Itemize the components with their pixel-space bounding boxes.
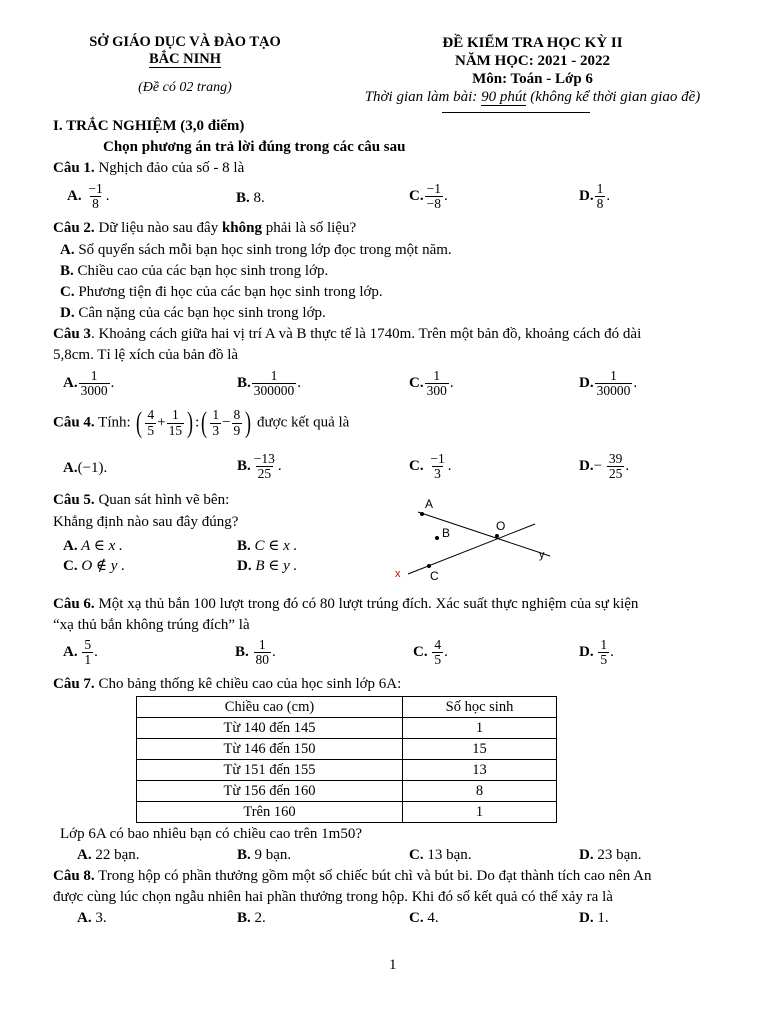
page-number: 1 <box>389 957 397 973</box>
q1-c-fraction <box>425 182 443 211</box>
q4-d-den: 25 <box>608 466 623 482</box>
q3-a-fraction <box>79 369 110 398</box>
q4-d-letter: D. <box>579 458 594 475</box>
q1-a-letter: A. <box>67 188 82 205</box>
q8-d-letter: D. <box>579 910 594 926</box>
q7-a-text: 22 bạn. <box>91 847 140 863</box>
q8-d-text: 1. <box>593 910 609 926</box>
q4-f4-num: 8 <box>233 407 241 423</box>
q7-option-a[interactable] <box>77 847 140 864</box>
time-suffix: (không kể thời gian giao đề) <box>526 89 701 105</box>
q7-label: Câu 7. <box>53 676 95 692</box>
q7-d-text: 23 bạn. <box>593 847 642 863</box>
q1-d-fraction <box>595 182 606 211</box>
table-cell: Từ 140 đến 145 <box>137 718 403 739</box>
q5-geometry-figure <box>390 492 560 587</box>
q3-a-num: 1 <box>90 368 98 383</box>
table-cell: 8 <box>403 781 557 802</box>
q2-option-b[interactable] <box>60 263 328 280</box>
q7-option-b[interactable] <box>237 847 291 864</box>
time-line <box>335 88 730 107</box>
table-header-row <box>137 697 557 718</box>
q4-option-d[interactable]: D.− $\frac{39}{25}$ . <box>579 451 630 482</box>
header-right <box>335 34 730 107</box>
department-name: SỞ GIÁO DỤC VÀ ĐÀO TẠO <box>89 34 281 50</box>
q6-d-fraction <box>598 638 609 667</box>
table-header-cell: Số học sinh <box>403 697 557 718</box>
q4-option-a[interactable] <box>63 460 107 477</box>
q3-d-num: 1 <box>610 368 617 383</box>
q3-option-d[interactable]: D. $\frac{1}{30000}$ . <box>579 368 638 399</box>
q3-b-num: 1 <box>270 368 278 383</box>
q8-option-a[interactable] <box>77 910 107 927</box>
q6-c-num: 4 <box>434 637 442 652</box>
q1-a-den: 8 <box>92 196 99 212</box>
q6-option-d[interactable]: D. $\frac{1}{5}$ . <box>579 637 614 668</box>
q8-b-text: 2. <box>250 910 266 926</box>
q8-a-letter: A. <box>77 910 92 926</box>
header-left <box>60 34 310 96</box>
q7-c-text: 13 bạn. <box>423 847 472 863</box>
q7-option-d[interactable] <box>579 847 642 864</box>
q6-option-a[interactable]: A. $\frac{5}{1}$ . <box>63 637 98 668</box>
q4-b-num: −13 <box>253 451 275 466</box>
q4-f3-den: 3 <box>212 422 220 438</box>
label-a: A <box>425 497 434 511</box>
q4-a-letter: A. <box>63 460 78 476</box>
height-statistics-table <box>136 696 557 823</box>
q5-option-a[interactable] <box>63 536 123 555</box>
province-name: BẮC NINH <box>148 51 222 67</box>
section-title: I. TRẮC NGHIỆM (3,0 điểm) <box>53 118 245 134</box>
close-paren-icon: ) <box>245 406 252 439</box>
q3-option-a[interactable]: A. $\frac{1}{3000}$ . <box>63 368 115 399</box>
point-c <box>427 564 431 568</box>
q4-tinh: Tính: <box>94 414 131 431</box>
q5-a-text: A ∈ x . <box>77 538 123 554</box>
q6-c-letter: C. <box>413 644 428 661</box>
q6-a-letter: A. <box>63 644 78 661</box>
q4-option-b[interactable]: B. $\frac{-13}{25}$ . <box>237 451 282 482</box>
q6-c-fraction <box>432 638 443 667</box>
q2-b-letter: B. <box>60 263 74 279</box>
table-cell: 1 <box>403 802 557 823</box>
q2-text-bold: không <box>221 220 262 236</box>
subject: Môn: Toán - Lớp 6 <box>472 71 593 87</box>
q7-question: Lớp 6A có bao nhiêu bạn có chiều cao trên 1m50? <box>60 826 362 842</box>
point-a <box>420 512 424 516</box>
q3-stem-line1 <box>53 326 641 343</box>
label-y: y <box>539 549 545 561</box>
q4-option-c[interactable]: C. $\frac{-1}{3}$ . <box>409 451 452 482</box>
q4-a-text: (−1). <box>77 460 108 476</box>
q3-text1: . Khoảng cách giữa hai vị trí A và B thực tế là 1740m. Trên một bản đồ, khoảng cách đó dài <box>90 326 642 342</box>
point-b <box>435 536 439 540</box>
q1-option-c[interactable]: C. $\frac{-1}{-8}$ . <box>409 181 448 212</box>
q3-c-num: 1 <box>433 368 441 383</box>
q2-option-d[interactable] <box>60 305 326 322</box>
q8-c-letter: C. <box>409 910 424 926</box>
q1-d-letter: D. <box>579 188 594 205</box>
exam-title: ĐỀ KIỂM TRA HỌC KỲ II <box>442 35 623 51</box>
q1-a-fraction <box>86 182 104 211</box>
table-row <box>137 718 557 739</box>
q5-b-letter: B. <box>237 538 251 554</box>
q4-b-fraction <box>252 452 277 481</box>
label-x: x <box>395 568 401 580</box>
q3-c-fraction <box>425 369 449 398</box>
q7-b-letter: B. <box>237 847 251 863</box>
q1-b-letter: B. <box>236 190 250 206</box>
q3-b-fraction <box>252 369 297 398</box>
q1-a-num: −1 <box>88 181 103 196</box>
label-b: B <box>442 526 451 540</box>
q3-d-letter: D. <box>579 375 594 392</box>
q6-c-den: 5 <box>434 652 442 668</box>
q6-a-den: 1 <box>84 652 92 668</box>
q4-f3 <box>210 408 221 437</box>
time-prefix: Thời gian làm bài: <box>364 89 482 105</box>
q1-c-num: −1 <box>426 181 441 196</box>
q5-c-letter: C. <box>63 558 78 574</box>
q4-f2-num: 1 <box>172 407 179 423</box>
q2-label: Câu 2. <box>53 220 95 236</box>
q7-text: Cho bảng thống kê chiều cao của học sinh lớp 6A: <box>94 676 402 692</box>
q4-d-fraction <box>607 452 625 481</box>
q3-b-den: 300000 <box>253 383 295 399</box>
table-row <box>137 760 557 781</box>
q5-stem-line2: Khẳng định nào sau đây đúng? <box>53 514 239 530</box>
q1-label: Câu 1. <box>53 160 95 176</box>
q2-c-letter: C. <box>60 284 75 300</box>
q2-text-pre: Dữ liệu nào sau đây <box>94 220 222 236</box>
q1-stem <box>53 160 244 177</box>
open-paren-icon: ( <box>201 406 208 439</box>
table-cell: 13 <box>403 760 557 781</box>
q4-f2 <box>167 408 185 437</box>
q8-c-text: 4. <box>423 910 439 926</box>
q3-b-letter: B. <box>237 375 251 392</box>
q4-f1-den: 5 <box>147 422 155 438</box>
q4-d-sign: − <box>593 458 603 475</box>
q5-text1: Quan sát hình vẽ bên: <box>94 492 230 508</box>
q7-stem <box>53 676 401 693</box>
q7-d-letter: D. <box>579 847 594 863</box>
q1-b-text: 8. <box>249 190 265 206</box>
table-cell: Từ 151 đến 155 <box>137 760 403 781</box>
q2-option-c[interactable] <box>60 284 383 301</box>
table-row <box>137 739 557 760</box>
q4-stem: Câu 4. Tính: ( $\frac{4}{5}$ + $\frac{1}{15}$ ) :( $\frac{1}{3}$ − $\frac{8}{9}$ ) được kết quả là <box>53 406 350 439</box>
q6-stem-line1 <box>53 596 638 613</box>
point-o <box>495 534 499 538</box>
q2-c-text: Phương tiện đi học của các bạn học sinh trong lớp. <box>74 284 383 300</box>
q7-option-c[interactable] <box>409 847 472 864</box>
q4-c-fraction <box>428 452 446 481</box>
q2-option-a[interactable] <box>60 242 452 259</box>
q1-option-b[interactable] <box>236 190 265 207</box>
q5-b-text: C ∈ x . <box>250 538 298 554</box>
q3-c-letter: C. <box>409 375 424 392</box>
q4-f1-num: 4 <box>147 407 155 423</box>
table-cell: 1 <box>403 718 557 739</box>
pages-note: (Đề có 02 trang) <box>138 80 232 95</box>
q3-a-den: 3000 <box>80 383 108 399</box>
q5-option-d[interactable] <box>237 556 297 575</box>
table-cell: 15 <box>403 739 557 760</box>
q2-stem <box>53 220 356 237</box>
section-instruction: Chọn phương án trả lời đúng trong các câu sau <box>103 139 406 155</box>
q5-a-letter: A. <box>63 538 78 554</box>
q4-b-letter: B. <box>237 458 251 475</box>
table-cell: Từ 146 đến 150 <box>137 739 403 760</box>
q6-option-c[interactable]: C. $\frac{4}{5}$ . <box>413 637 448 668</box>
q5-c-text: O ∉ y . <box>77 558 125 574</box>
q1-option-d[interactable]: D. $\frac{1}{8}$ . <box>579 181 611 212</box>
q2-a-text: Số quyển sách mỗi bạn học sinh trong lớp đọc trong một năm. <box>74 242 452 258</box>
q5-label: Câu 5. <box>53 492 95 508</box>
q5-d-text: B ∈ y . <box>251 558 298 574</box>
school-year: NĂM HỌC: 2021 - 2022 <box>455 53 610 69</box>
q3-label: Câu 3 <box>53 326 91 342</box>
q6-stem-line2: “xạ thủ bắn không trúng đích” là <box>53 617 250 633</box>
q1-d-num: 1 <box>596 181 604 196</box>
header-rule <box>442 112 590 113</box>
q3-d-den: 30000 <box>596 383 631 399</box>
table-cell: Từ 156 đến 160 <box>137 781 403 802</box>
q2-d-letter: D. <box>60 305 75 321</box>
q8-stem-line1 <box>53 868 652 885</box>
q1-c-letter: C. <box>409 188 424 205</box>
q6-b-fraction <box>254 638 272 667</box>
q2-b-text: Chiều cao của các bạn học sinh trong lớp. <box>73 263 329 279</box>
q5-option-c[interactable] <box>63 556 125 575</box>
q4-b-den: 25 <box>257 466 272 482</box>
q4-label: Câu 4. <box>53 414 95 431</box>
close-paren-icon: ) <box>187 406 194 439</box>
q8-option-c[interactable] <box>409 910 439 927</box>
q6-d-den: 5 <box>600 652 608 668</box>
label-c: C <box>430 569 439 583</box>
time-value: 90 phút <box>481 89 527 105</box>
q4-f4 <box>232 408 243 437</box>
q6-a-fraction <box>82 638 93 667</box>
q7-c-letter: C. <box>409 847 424 863</box>
q6-option-b[interactable]: B. $\frac{1}{80}$ . <box>235 637 276 668</box>
q2-text-post: phải là số liệu? <box>261 220 357 236</box>
q3-c-den: 300 <box>426 383 447 399</box>
line-x-y <box>408 524 535 574</box>
q4-f4-den: 9 <box>233 422 241 438</box>
q8-stem-line2: được cùng lúc chọn ngẫu nhiên hai phần thưởng trong hộp. Khi đó số kết quả có thể xảy ra là <box>53 889 613 905</box>
q4-c-letter: C. <box>409 458 424 475</box>
q2-a-letter: A. <box>60 242 75 258</box>
q6-b-den: 80 <box>255 652 270 668</box>
q6-d-letter: D. <box>579 644 594 661</box>
q2-d-text: Cân nặng của các bạn học sinh trong lớp. <box>74 305 326 321</box>
table-row <box>137 802 557 823</box>
q3-a-letter: A. <box>63 375 78 392</box>
q6-label: Câu 6. <box>53 596 95 612</box>
q3-option-b[interactable]: B. $\frac{1}{300000}$ . <box>237 368 302 399</box>
q8-text1: Trong hộp có phần thưởng gồm một số chiếc bút chì và bút bi. Do đạt thành tích cao nên An <box>94 868 652 884</box>
q5-stem-line1 <box>53 492 229 509</box>
q6-text1: Một xạ thủ bắn 100 lượt trong đó có 80 lượt trúng đích. Xác suất thực nghiệm của sự kiện <box>94 596 639 612</box>
q4-f3-num: 1 <box>212 407 220 423</box>
q6-d-num: 1 <box>600 637 608 652</box>
table-header-cell: Chiều cao (cm) <box>137 697 403 718</box>
q8-option-b[interactable] <box>237 910 266 927</box>
q5-d-letter: D. <box>237 558 252 574</box>
q5-option-b[interactable] <box>237 536 297 555</box>
label-o: O <box>496 519 506 533</box>
table-cell: Trên 160 <box>137 802 403 823</box>
q8-label: Câu 8. <box>53 868 95 884</box>
open-paren-icon: ( <box>136 406 143 439</box>
line-through-a-o <box>418 512 550 556</box>
q1-c-den: −8 <box>426 196 441 212</box>
table-row <box>137 781 557 802</box>
q1-text: Nghịch đảo của số - 8 là <box>94 160 245 176</box>
q8-a-text: 3. <box>91 910 107 926</box>
q4-f1 <box>145 408 156 437</box>
q3-d-fraction <box>595 369 633 398</box>
q3-option-c[interactable]: C. $\frac{1}{300}$ . <box>409 368 454 399</box>
q4-d-num: 39 <box>608 451 623 466</box>
q7-a-letter: A. <box>77 847 92 863</box>
q6-b-letter: B. <box>235 644 249 661</box>
q1-d-den: 8 <box>596 196 604 212</box>
q8-option-d[interactable] <box>579 910 609 927</box>
q6-a-num: 5 <box>84 637 92 652</box>
q4-f2-den: 15 <box>168 422 183 438</box>
q4-c-den: 3 <box>434 466 441 482</box>
q7-b-text: 9 bạn. <box>250 847 292 863</box>
q8-b-letter: B. <box>237 910 251 926</box>
q3-stem-line2: 5,8cm. Tỉ lệ xích của bản đồ là <box>53 347 239 363</box>
q6-b-num: 1 <box>258 637 266 652</box>
q4-tail: được kết quả là <box>253 414 350 431</box>
q1-option-a[interactable]: A. $\frac{-1}{8}$ . <box>67 181 110 212</box>
q4-c-num: −1 <box>430 451 445 466</box>
